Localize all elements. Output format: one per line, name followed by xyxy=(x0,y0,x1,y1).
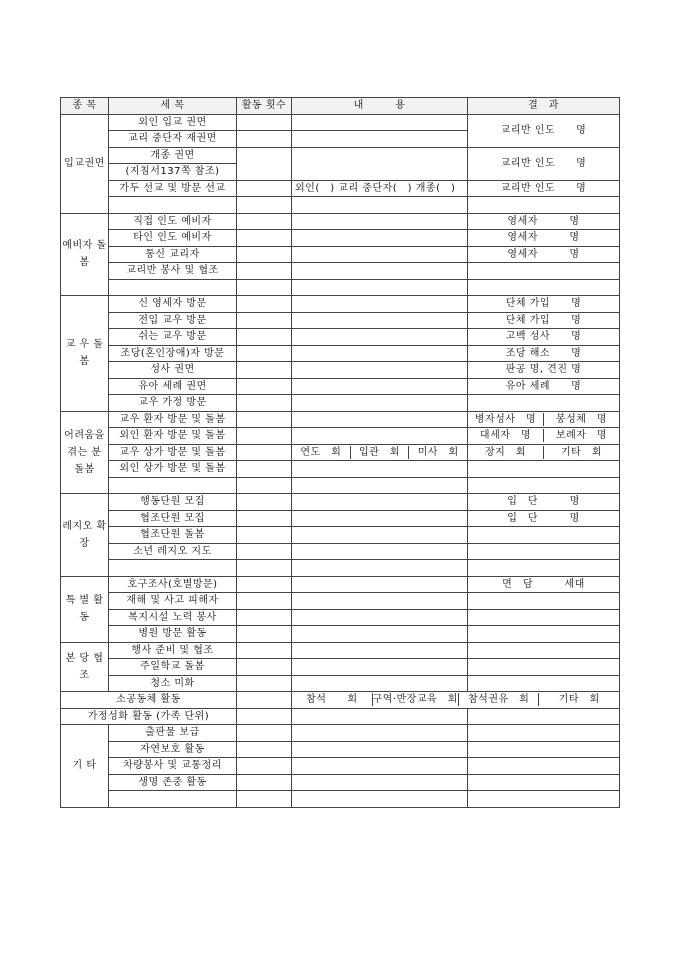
content-cell[interactable] xyxy=(292,609,468,626)
table-row xyxy=(61,560,620,577)
content-cell[interactable] xyxy=(292,675,468,692)
table-row xyxy=(61,692,620,709)
result-cell: 영세자 명 xyxy=(468,246,620,263)
count-cell[interactable] xyxy=(237,692,292,709)
table-row xyxy=(61,659,620,676)
content-cell[interactable] xyxy=(292,527,468,544)
result-cell[interactable] xyxy=(468,395,620,412)
count-cell[interactable] xyxy=(237,659,292,676)
item-cell: 타인 인도 예비자 xyxy=(109,230,237,247)
item-cell: 복지시설 노력 봉사 xyxy=(109,609,237,626)
table-row xyxy=(61,741,620,758)
count-cell[interactable] xyxy=(237,708,292,725)
header-row xyxy=(61,98,620,115)
item-cell: 호구조사(호별방문) xyxy=(109,576,237,593)
table-row xyxy=(61,312,620,329)
result-cell: 영세자 명 xyxy=(468,230,620,247)
count-cell[interactable] xyxy=(237,675,292,692)
content-cell[interactable] xyxy=(292,213,468,230)
item-cell: 청소 미화 xyxy=(109,675,237,692)
content-cell[interactable] xyxy=(292,626,468,643)
table-row xyxy=(61,593,620,610)
table-row xyxy=(61,576,620,593)
table-row xyxy=(61,279,620,296)
content-cell[interactable] xyxy=(292,510,468,527)
table-row xyxy=(61,527,620,544)
count-cell[interactable] xyxy=(237,296,292,313)
table-row xyxy=(61,329,620,346)
count-cell[interactable] xyxy=(237,494,292,511)
result-cell[interactable] xyxy=(468,708,620,725)
item-cell: 직접 인도 예비자 xyxy=(109,213,237,230)
category-cell: 입교권면 xyxy=(61,114,109,213)
category-cell: 특 별 활 동 xyxy=(61,576,109,642)
count-cell[interactable] xyxy=(237,114,292,131)
result-cell: 교리반 인도 명 xyxy=(468,180,620,197)
table-row xyxy=(61,246,620,263)
content-cell[interactable] xyxy=(292,114,468,131)
result-sub: 장지 회 xyxy=(485,446,526,458)
content-cell[interactable] xyxy=(292,147,468,180)
table-row xyxy=(61,791,620,808)
table-row xyxy=(61,411,620,428)
content-cell[interactable] xyxy=(292,477,468,494)
table-row xyxy=(61,477,620,494)
content-cell[interactable] xyxy=(292,774,468,791)
table-row xyxy=(61,758,620,775)
count-cell[interactable] xyxy=(237,741,292,758)
count-cell[interactable] xyxy=(237,362,292,379)
count-cell[interactable] xyxy=(237,725,292,742)
item-cell: 통신 교리자 xyxy=(109,246,237,263)
result-cell[interactable] xyxy=(468,543,620,560)
count-cell[interactable] xyxy=(237,197,292,214)
result-sub: 대세자 명 xyxy=(479,430,532,442)
table-row xyxy=(61,642,620,659)
content-cell xyxy=(292,444,468,461)
result-cell[interactable] xyxy=(468,197,620,214)
count-cell[interactable] xyxy=(237,180,292,197)
category-cell: 기 타 xyxy=(61,725,109,808)
count-cell[interactable] xyxy=(237,543,292,560)
count-cell[interactable] xyxy=(237,246,292,263)
count-cell[interactable] xyxy=(237,411,292,428)
result-cell[interactable] xyxy=(468,741,620,758)
item-cell: 교리반 봉사 및 협조 xyxy=(109,263,237,280)
table-row xyxy=(61,543,620,560)
result-cell[interactable] xyxy=(468,675,620,692)
count-cell[interactable] xyxy=(237,774,292,791)
item-cell: 출판물 보급 xyxy=(109,725,237,742)
count-cell[interactable] xyxy=(237,312,292,329)
result-cell: 판공 명, 견진 명 xyxy=(468,362,620,379)
result-cell[interactable] xyxy=(468,461,620,478)
header-category: 종 목 xyxy=(61,98,109,115)
table-row xyxy=(61,494,620,511)
count-cell[interactable] xyxy=(237,758,292,775)
item-cell: 행사 준비 및 협조 xyxy=(109,642,237,659)
content-cell[interactable] xyxy=(292,345,468,362)
table-row xyxy=(61,263,620,280)
content-sub: 연도 회 xyxy=(300,446,342,458)
item-cell: 교우 가정 방문 xyxy=(109,395,237,412)
content-cell[interactable] xyxy=(292,741,468,758)
activity-report-table xyxy=(60,97,620,808)
result-cell xyxy=(468,428,620,445)
content-sub: 참석 회 xyxy=(306,694,358,706)
count-cell[interactable] xyxy=(237,444,292,461)
item-cell[interactable] xyxy=(109,279,237,296)
content-cell: 외인( ) 교리 중단자( ) 개종( ) xyxy=(292,180,468,197)
result-sub: 봉성체 명 xyxy=(543,413,619,426)
count-cell[interactable] xyxy=(237,263,292,280)
item-cell[interactable] xyxy=(109,477,237,494)
count-cell[interactable] xyxy=(237,642,292,659)
count-cell[interactable] xyxy=(237,576,292,593)
table-row xyxy=(61,675,620,692)
count-cell[interactable] xyxy=(237,428,292,445)
result-cell[interactable] xyxy=(468,791,620,808)
content-cell[interactable] xyxy=(292,246,468,263)
table-row xyxy=(61,725,620,742)
result-cell: 고백 성사 명 xyxy=(468,329,620,346)
header-result: 결 과 xyxy=(468,98,620,115)
category-cell: 어려움을 겪는 분 돌봄 xyxy=(61,411,109,494)
header-count: 활동 횟수 xyxy=(237,98,292,115)
item-cell: 가정성화 활동 (가족 단위) xyxy=(61,708,237,725)
content-cell[interactable] xyxy=(292,708,468,725)
result-cell: 단체 가입 명 xyxy=(468,312,620,329)
result-cell xyxy=(468,444,620,461)
item-cell[interactable] xyxy=(109,560,237,577)
item-cell: 조당(혼인장애)자 방문 xyxy=(109,345,237,362)
count-cell[interactable] xyxy=(237,279,292,296)
content-cell[interactable] xyxy=(292,659,468,676)
result-cell[interactable] xyxy=(468,527,620,544)
content-cell[interactable] xyxy=(292,329,468,346)
table-row xyxy=(61,428,620,445)
content-cell[interactable] xyxy=(292,378,468,395)
content-cell[interactable] xyxy=(292,642,468,659)
table-row xyxy=(61,230,620,247)
header-content: 내 용 xyxy=(292,98,468,115)
item-cell: 협조단원 모집 xyxy=(109,510,237,527)
content-cell[interactable] xyxy=(292,230,468,247)
table-row xyxy=(61,197,620,214)
count-cell[interactable] xyxy=(237,147,292,180)
content-cell xyxy=(292,692,620,709)
content-cell[interactable] xyxy=(292,279,468,296)
result-cell: 면 담 세대 xyxy=(468,576,620,593)
result-cell: 단체 가입 명 xyxy=(468,296,620,313)
content-cell[interactable] xyxy=(292,428,468,445)
item-cell: 개종 권면 xyxy=(109,147,237,164)
item-cell: 자연보호 활동 xyxy=(109,741,237,758)
result-cell: 입 단 명 xyxy=(468,510,620,527)
table-row xyxy=(61,510,620,527)
content-sub: 미사 회 xyxy=(408,446,467,459)
item-cell: 쉬는 교우 방문 xyxy=(109,329,237,346)
result-cell[interactable] xyxy=(468,774,620,791)
count-cell[interactable] xyxy=(237,345,292,362)
table-row xyxy=(61,345,620,362)
result-sub: 병자성사 명 xyxy=(474,413,537,425)
table-row xyxy=(61,147,620,164)
category-cell: 레지오 확 장 xyxy=(61,494,109,577)
result-cell[interactable] xyxy=(468,609,620,626)
table-row xyxy=(61,395,620,412)
result-cell[interactable] xyxy=(468,263,620,280)
table-row xyxy=(61,609,620,626)
content-cell[interactable] xyxy=(292,197,468,214)
content-sub: 참석권유 회 xyxy=(458,693,539,706)
result-cell[interactable] xyxy=(468,725,620,742)
count-cell[interactable] xyxy=(237,461,292,478)
result-cell: 교리반 인도 명 xyxy=(468,147,620,180)
item-cell: 차량봉사 및 교통정리 xyxy=(109,758,237,775)
count-cell[interactable] xyxy=(237,791,292,808)
content-sub: 구역·반장교육 회 xyxy=(372,694,458,706)
result-sub: 보례자 명 xyxy=(543,429,619,442)
item-cell: 외인 환자 방문 및 돌봄 xyxy=(109,428,237,445)
count-cell[interactable] xyxy=(237,609,292,626)
content-cell[interactable] xyxy=(292,411,468,428)
item-cell: 가두 선교 및 방문 선교 xyxy=(109,180,237,197)
result-cell[interactable] xyxy=(468,642,620,659)
content-cell[interactable] xyxy=(292,312,468,329)
count-cell[interactable] xyxy=(237,477,292,494)
table-row xyxy=(61,774,620,791)
header-item: 세 목 xyxy=(109,98,237,115)
content-cell[interactable] xyxy=(292,395,468,412)
item-cell: (지침서137쪽 참조) xyxy=(109,164,237,181)
count-cell[interactable] xyxy=(237,131,292,148)
content-cell[interactable] xyxy=(292,461,468,478)
content-cell[interactable] xyxy=(292,725,468,742)
table-row xyxy=(61,444,620,461)
item-cell: 외인 입교 권면 xyxy=(109,114,237,131)
content-sub: 입관 회 xyxy=(350,446,409,459)
table-row xyxy=(61,708,620,725)
item-cell: 협조단원 돌봄 xyxy=(109,527,237,544)
result-cell[interactable] xyxy=(468,477,620,494)
count-cell[interactable] xyxy=(237,527,292,544)
content-cell[interactable] xyxy=(292,263,468,280)
content-cell[interactable] xyxy=(292,362,468,379)
result-cell: 교리반 인도 명 xyxy=(468,114,620,147)
item-cell: 교우 상가 방문 및 돌봄 xyxy=(109,444,237,461)
result-cell[interactable] xyxy=(468,659,620,676)
content-cell[interactable] xyxy=(292,296,468,313)
table-row xyxy=(61,362,620,379)
result-cell: 입 단 명 xyxy=(468,494,620,511)
item-cell: 외인 상가 방문 및 돌봄 xyxy=(109,461,237,478)
content-cell[interactable] xyxy=(292,131,468,148)
table-row xyxy=(61,461,620,478)
count-cell[interactable] xyxy=(237,593,292,610)
count-cell[interactable] xyxy=(237,230,292,247)
result-cell xyxy=(468,411,620,428)
count-cell[interactable] xyxy=(237,626,292,643)
item-cell: 신 영세자 방문 xyxy=(109,296,237,313)
content-cell[interactable] xyxy=(292,758,468,775)
result-cell[interactable] xyxy=(468,758,620,775)
table-row xyxy=(61,180,620,197)
count-cell[interactable] xyxy=(237,560,292,577)
item-cell: 교우 환자 방문 및 돌봄 xyxy=(109,411,237,428)
category-cell: 본 당 협 조 xyxy=(61,642,109,692)
table-row xyxy=(61,296,620,313)
item-cell[interactable] xyxy=(109,197,237,214)
result-cell[interactable] xyxy=(468,626,620,643)
result-sub: 기타 회 xyxy=(543,446,619,459)
content-sub: 기타 회 xyxy=(538,693,619,706)
table-row xyxy=(61,213,620,230)
content-cell[interactable] xyxy=(292,593,468,610)
category-cell: 교 우 돌 봄 xyxy=(61,296,109,412)
table-row xyxy=(61,378,620,395)
table-row xyxy=(61,114,620,131)
result-cell[interactable] xyxy=(468,560,620,577)
count-cell[interactable] xyxy=(237,378,292,395)
category-cell: 예비자 돌 봄 xyxy=(61,213,109,296)
content-cell[interactable] xyxy=(292,560,468,577)
content-cell[interactable] xyxy=(292,576,468,593)
count-cell[interactable] xyxy=(237,395,292,412)
content-cell[interactable] xyxy=(292,494,468,511)
item-cell[interactable] xyxy=(109,791,237,808)
item-cell: 재해 및 사고 피해자 xyxy=(109,593,237,610)
result-cell[interactable] xyxy=(468,279,620,296)
item-cell: 행동단원 모집 xyxy=(109,494,237,511)
content-cell[interactable] xyxy=(292,791,468,808)
item-cell: 유아 세례 권면 xyxy=(109,378,237,395)
count-cell[interactable] xyxy=(237,213,292,230)
count-cell[interactable] xyxy=(237,329,292,346)
item-cell: 생명 존중 활동 xyxy=(109,774,237,791)
table-row xyxy=(61,626,620,643)
result-cell: 유아 세례 명 xyxy=(468,378,620,395)
item-cell: 교리 중단자 재권면 xyxy=(109,131,237,148)
result-cell[interactable] xyxy=(468,593,620,610)
item-cell: 전입 교우 방문 xyxy=(109,312,237,329)
item-cell: 주일학교 돌봄 xyxy=(109,659,237,676)
result-cell: 조당 해소 명 xyxy=(468,345,620,362)
item-cell: 병원 방문 활동 xyxy=(109,626,237,643)
item-cell: 소공동체 활동 xyxy=(61,692,237,709)
count-cell[interactable] xyxy=(237,510,292,527)
item-cell: 소년 레지오 지도 xyxy=(109,543,237,560)
result-cell: 영세자 명 xyxy=(468,213,620,230)
content-cell[interactable] xyxy=(292,543,468,560)
item-cell: 성사 권면 xyxy=(109,362,237,379)
